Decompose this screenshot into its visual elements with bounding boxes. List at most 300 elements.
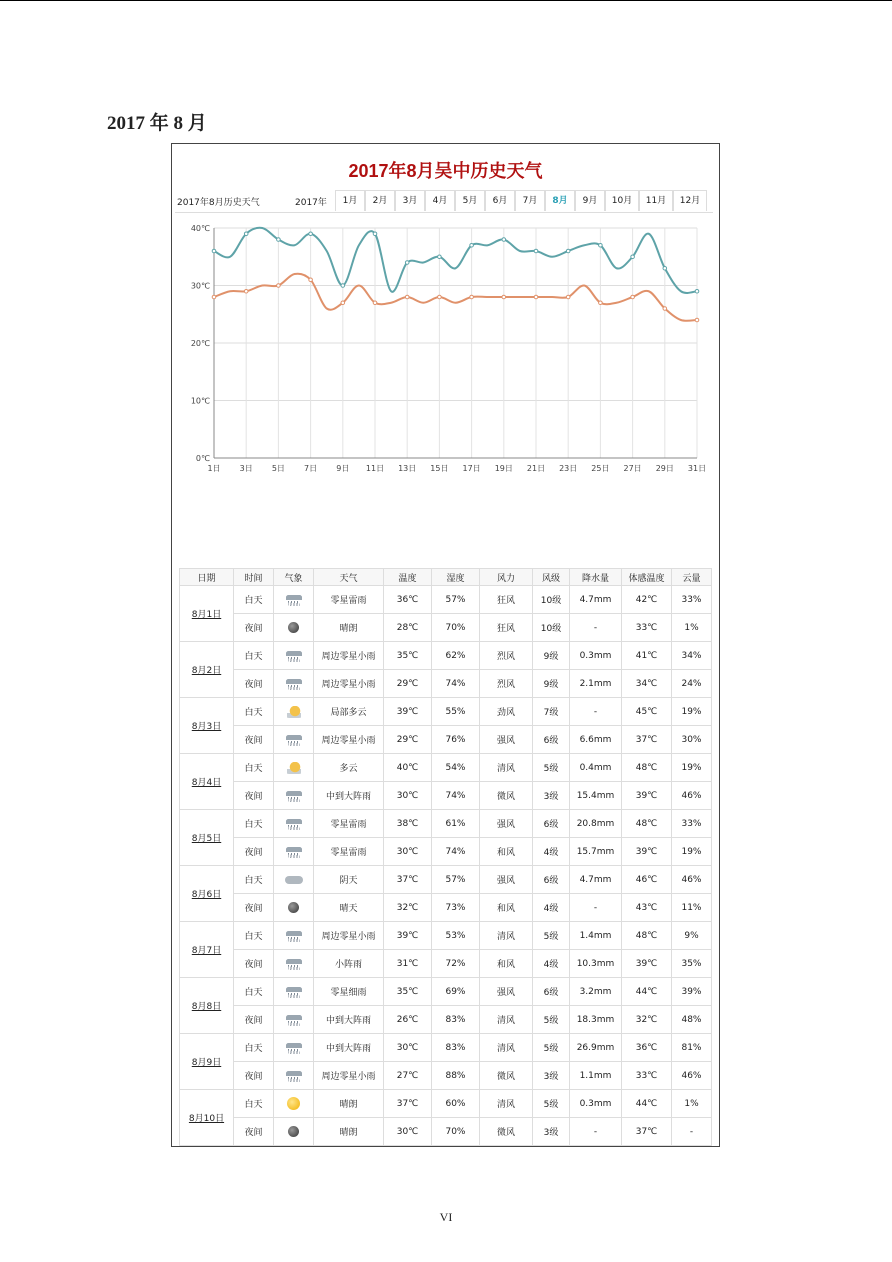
rain-cloud-icon: [285, 930, 303, 942]
humidity-cell: 53%: [432, 922, 480, 950]
y-tick-label: 40℃: [190, 224, 210, 233]
x-tick-label: 9日: [336, 464, 350, 473]
table-row: [180, 698, 712, 726]
table-row: [180, 838, 712, 866]
precip-cell: -: [570, 894, 622, 922]
weather-widget: [171, 143, 720, 1147]
weather-icon-cell: [274, 922, 314, 950]
rain-cloud-icon: [285, 1014, 303, 1026]
month-tab[interactable]: 5月: [455, 190, 485, 211]
level-cell: 5级: [533, 1006, 570, 1034]
wind-cell: 强风: [480, 810, 533, 838]
weather-icon-cell: [274, 614, 314, 642]
level-cell: 5级: [533, 754, 570, 782]
weather-cell: 中到大阵雨: [314, 1006, 384, 1034]
page-number: VI: [439, 1210, 453, 1224]
precip-cell: -: [570, 698, 622, 726]
table-row: [180, 670, 712, 698]
period-cell: 夜间: [234, 950, 274, 978]
x-tick-label: 5日: [271, 464, 285, 473]
humidity-cell: 69%: [432, 978, 480, 1006]
humidity-cell: 62%: [432, 642, 480, 670]
column-header: 温度: [384, 569, 432, 586]
cloud-cell: 48%: [672, 1006, 712, 1034]
level-cell: 3级: [533, 782, 570, 810]
humidity-cell: 74%: [432, 838, 480, 866]
period-cell: 白天: [234, 922, 274, 950]
date-cell: [180, 642, 234, 698]
wind-cell: 强风: [480, 978, 533, 1006]
y-tick-label: 20℃: [190, 339, 210, 348]
level-cell: 5级: [533, 922, 570, 950]
table-row: [180, 726, 712, 754]
precip-cell: 26.9mm: [570, 1034, 622, 1062]
weather-cell: 周边零星小雨: [314, 642, 384, 670]
wind-cell: 和风: [480, 838, 533, 866]
series-line-0: [214, 228, 697, 293]
rain-cloud-icon: [285, 594, 303, 606]
feels-cell: 48℃: [622, 754, 672, 782]
period-cell: 白天: [234, 642, 274, 670]
table-row: [180, 1062, 712, 1090]
weather-cell: 周边零星小雨: [314, 922, 384, 950]
humidity-cell: 76%: [432, 726, 480, 754]
cloud-cell: -: [672, 1118, 712, 1146]
column-header: 降水量: [570, 569, 622, 586]
page-heading: 2017 年 8 月: [107, 113, 207, 134]
date-cell: [180, 586, 234, 642]
level-cell: 9级: [533, 642, 570, 670]
series-point: [212, 295, 216, 299]
feels-cell: 46℃: [622, 866, 672, 894]
temp-cell: 30℃: [384, 1034, 432, 1062]
rain-cloud-icon: [285, 818, 303, 830]
series-point: [470, 243, 474, 247]
date-link[interactable]: 8月5日: [191, 834, 222, 844]
temp-cell: 30℃: [384, 838, 432, 866]
date-link[interactable]: 8月8日: [191, 1002, 222, 1012]
month-tab[interactable]: 12月: [673, 190, 707, 211]
x-tick-label: 21日: [526, 464, 546, 473]
x-tick-label: 7日: [304, 464, 318, 473]
rain-cloud-icon: [285, 1042, 303, 1054]
level-cell: 4级: [533, 950, 570, 978]
column-header: 时间: [234, 569, 274, 586]
wind-cell: 微风: [480, 1062, 533, 1090]
humidity-cell: 54%: [432, 754, 480, 782]
humidity-cell: 55%: [432, 698, 480, 726]
feels-cell: 43℃: [622, 894, 672, 922]
temp-cell: 31℃: [384, 950, 432, 978]
rain-cloud-icon: [285, 986, 303, 998]
y-tick-label: 30℃: [190, 281, 210, 291]
date-link[interactable]: 8月10日: [188, 1114, 225, 1124]
column-header: 日期: [180, 569, 234, 586]
weather-cell: 晴天: [314, 894, 384, 922]
temp-cell: 39℃: [384, 698, 432, 726]
weather-icon-cell: [274, 1006, 314, 1034]
date-cell: [180, 978, 234, 1034]
series-point: [663, 307, 667, 311]
y-tick-label: 0℃: [195, 454, 210, 463]
month-tab[interactable]: 11月: [639, 190, 673, 211]
widget-title: 2017年8月吴中历史天气: [348, 161, 543, 181]
date-cell: [180, 922, 234, 978]
series-point: [470, 295, 474, 299]
level-cell: 10级: [533, 586, 570, 614]
series-point: [277, 284, 281, 288]
weather-icon-cell: [274, 838, 314, 866]
table-row: [180, 866, 712, 894]
date-link[interactable]: 8月4日: [191, 778, 222, 788]
period-cell: 白天: [234, 698, 274, 726]
series-point: [244, 232, 248, 236]
x-tick-label: 31日: [687, 464, 707, 473]
weather-cell: 零星细雨: [314, 978, 384, 1006]
feels-cell: 37℃: [622, 1118, 672, 1146]
date-link[interactable]: 8月7日: [191, 946, 222, 956]
cloud-cell: 11%: [672, 894, 712, 922]
date-cell: [180, 866, 234, 922]
cloud-cell: 19%: [672, 838, 712, 866]
column-header: 云量: [672, 569, 712, 586]
date-cell: [180, 1090, 234, 1146]
wind-cell: 清风: [480, 1006, 533, 1034]
cloud-cell: 46%: [672, 1062, 712, 1090]
wind-cell: 劲风: [480, 698, 533, 726]
humidity-cell: 73%: [432, 894, 480, 922]
x-tick-label: 23日: [559, 464, 578, 473]
weather-icon-cell: [274, 782, 314, 810]
series-point: [212, 249, 216, 253]
feels-cell: 44℃: [622, 1090, 672, 1118]
level-cell: 3级: [533, 1118, 570, 1146]
table-row: [180, 754, 712, 782]
feels-cell: 32℃: [622, 1006, 672, 1034]
period-cell: 夜间: [234, 726, 274, 754]
level-cell: 5级: [533, 1034, 570, 1062]
weather-cell: 多云: [314, 754, 384, 782]
cloud-cell: 19%: [672, 754, 712, 782]
x-tick-label: 25日: [591, 464, 610, 473]
temp-cell: 26℃: [384, 1006, 432, 1034]
wind-cell: 清风: [480, 754, 533, 782]
rain-cloud-icon: [285, 958, 303, 970]
series-point: [502, 295, 506, 299]
weather-cell: 小阵雨: [314, 950, 384, 978]
wind-cell: 微风: [480, 782, 533, 810]
level-cell: 4级: [533, 838, 570, 866]
temp-cell: 35℃: [384, 642, 432, 670]
series-point: [566, 249, 570, 253]
period-cell: 夜间: [234, 670, 274, 698]
series-point: [341, 284, 345, 288]
cloud-cell: 30%: [672, 726, 712, 754]
feels-cell: 44℃: [622, 978, 672, 1006]
sun-icon: [287, 1097, 300, 1110]
year-selector[interactable]: 2017年: [295, 198, 327, 208]
wind-cell: 清风: [480, 1034, 533, 1062]
month-tab[interactable]: 7月: [515, 190, 545, 211]
date-link[interactable]: 8月1日: [191, 610, 222, 620]
month-tab[interactable]: 4月: [425, 190, 455, 211]
cloud-cell: 46%: [672, 866, 712, 894]
month-tab[interactable]: 10月: [605, 190, 639, 211]
wind-cell: 清风: [480, 1090, 533, 1118]
moon-icon: [288, 1126, 299, 1137]
level-cell: 6级: [533, 810, 570, 838]
weather-cell: 中到大阵雨: [314, 1034, 384, 1062]
wind-cell: 强风: [480, 726, 533, 754]
x-tick-label: 3日: [239, 464, 253, 473]
feels-cell: 36℃: [622, 1034, 672, 1062]
humidity-cell: 74%: [432, 670, 480, 698]
wind-cell: 狂风: [480, 614, 533, 642]
precip-cell: 0.4mm: [570, 754, 622, 782]
date-link[interactable]: 8月2日: [191, 666, 222, 676]
partly-cloudy-icon: [285, 706, 303, 718]
precip-cell: 4.7mm: [570, 866, 622, 894]
period-cell: 夜间: [234, 894, 274, 922]
date-cell: [180, 1034, 234, 1090]
month-tab[interactable]: 1月: [335, 190, 365, 211]
table-row: [180, 586, 712, 614]
rain-cloud-icon: [285, 650, 303, 662]
x-tick-label: 29日: [655, 464, 674, 473]
level-cell: 9级: [533, 670, 570, 698]
temp-cell: 37℃: [384, 866, 432, 894]
weather-icon-cell: [274, 670, 314, 698]
weather-icon-cell: [274, 1062, 314, 1090]
x-tick-label: 11日: [365, 464, 385, 473]
series-point: [566, 295, 570, 299]
period-cell: 白天: [234, 810, 274, 838]
month-bar-label: 2017年8月历史天气: [177, 198, 260, 208]
table-row: [180, 922, 712, 950]
rain-cloud-icon: [285, 734, 303, 746]
y-tick-label: 10℃: [190, 396, 210, 406]
period-cell: 白天: [234, 586, 274, 614]
month-tab[interactable]: 9月: [575, 190, 605, 211]
temp-cell: 37℃: [384, 1090, 432, 1118]
table-row: [180, 1090, 712, 1118]
weather-icon-cell: [274, 810, 314, 838]
table-row: [180, 810, 712, 838]
temperature-chart: [172, 216, 719, 556]
level-cell: 3级: [533, 1062, 570, 1090]
month-tab[interactable]: 6月: [485, 190, 515, 211]
period-cell: 夜间: [234, 782, 274, 810]
weather-cell: 零星雷雨: [314, 810, 384, 838]
wind-cell: 清风: [480, 922, 533, 950]
precip-cell: 18.3mm: [570, 1006, 622, 1034]
weather-cell: 零星雷雨: [314, 586, 384, 614]
cloud-cell: 33%: [672, 586, 712, 614]
feels-cell: 39℃: [622, 782, 672, 810]
x-tick-label: 17日: [462, 464, 481, 473]
weather-icon-cell: [274, 698, 314, 726]
rain-cloud-icon: [285, 846, 303, 858]
feels-cell: 34℃: [622, 670, 672, 698]
month-tab[interactable]: 3月: [395, 190, 425, 211]
level-cell: 6级: [533, 978, 570, 1006]
humidity-cell: 74%: [432, 782, 480, 810]
rain-cloud-icon: [285, 678, 303, 690]
precip-cell: 20.8mm: [570, 810, 622, 838]
table-row: [180, 1118, 712, 1146]
partly-cloudy-icon: [285, 762, 303, 774]
weather-cell: 周边零星小雨: [314, 670, 384, 698]
humidity-cell: 57%: [432, 866, 480, 894]
period-cell: 白天: [234, 1090, 274, 1118]
weather-icon-cell: [274, 1090, 314, 1118]
cloud-cell: 19%: [672, 698, 712, 726]
weather-icon-cell: [274, 642, 314, 670]
humidity-cell: 72%: [432, 950, 480, 978]
cloud-cell: 1%: [672, 614, 712, 642]
rain-cloud-icon: [285, 790, 303, 802]
column-header: 湿度: [432, 569, 480, 586]
table-row: [180, 894, 712, 922]
cloud-cell: 35%: [672, 950, 712, 978]
column-header: 风力: [480, 569, 533, 586]
table-row: [180, 950, 712, 978]
series-point: [599, 301, 603, 305]
moon-icon: [288, 902, 299, 913]
table-header-row: [180, 569, 712, 586]
month-tab[interactable]: 8月: [545, 190, 575, 211]
humidity-cell: 70%: [432, 1118, 480, 1146]
weather-icon-cell: [274, 1034, 314, 1062]
month-tab[interactable]: 2月: [365, 190, 395, 211]
feels-cell: 48℃: [622, 810, 672, 838]
date-cell: [180, 754, 234, 810]
weather-cell: 周边零星小雨: [314, 1062, 384, 1090]
weather-table: [179, 568, 712, 1146]
cloud-cell: 39%: [672, 978, 712, 1006]
feels-cell: 37℃: [622, 726, 672, 754]
cloud-cell: 46%: [672, 782, 712, 810]
precip-cell: 10.3mm: [570, 950, 622, 978]
period-cell: 白天: [234, 978, 274, 1006]
feels-cell: 42℃: [622, 586, 672, 614]
humidity-cell: 88%: [432, 1062, 480, 1090]
feels-cell: 33℃: [622, 1062, 672, 1090]
temp-cell: 39℃: [384, 922, 432, 950]
series-point: [438, 255, 442, 259]
weather-cell: 中到大阵雨: [314, 782, 384, 810]
table-row: [180, 642, 712, 670]
weather-cell: 阴天: [314, 866, 384, 894]
cloud-cell: 81%: [672, 1034, 712, 1062]
table-row: [180, 978, 712, 1006]
series-point: [502, 238, 506, 242]
cloud-cell: 1%: [672, 1090, 712, 1118]
series-point: [695, 318, 699, 322]
x-tick-label: 27日: [623, 464, 642, 473]
precip-cell: 4.7mm: [570, 586, 622, 614]
series-point: [534, 249, 538, 253]
series-point: [631, 255, 635, 259]
date-link[interactable]: 8月6日: [191, 890, 222, 900]
table-row: [180, 614, 712, 642]
level-cell: 10级: [533, 614, 570, 642]
weather-icon-cell: [274, 978, 314, 1006]
feels-cell: 48℃: [622, 922, 672, 950]
date-cell: [180, 698, 234, 754]
feels-cell: 39℃: [622, 950, 672, 978]
series-line-1: [214, 274, 697, 321]
humidity-cell: 60%: [432, 1090, 480, 1118]
feels-cell: 33℃: [622, 614, 672, 642]
period-cell: 夜间: [234, 838, 274, 866]
humidity-cell: 61%: [432, 810, 480, 838]
wind-cell: 和风: [480, 894, 533, 922]
series-point: [373, 301, 377, 305]
series-point: [244, 289, 248, 293]
temp-cell: 30℃: [384, 1118, 432, 1146]
table-row: [180, 1006, 712, 1034]
rain-cloud-icon: [285, 1070, 303, 1082]
weather-cell: 周边零星小雨: [314, 726, 384, 754]
column-header: 天气: [314, 569, 384, 586]
precip-cell: 15.7mm: [570, 838, 622, 866]
cloud-cell: 9%: [672, 922, 712, 950]
temp-cell: 28℃: [384, 614, 432, 642]
level-cell: 5级: [533, 1090, 570, 1118]
column-header: 体感温度: [622, 569, 672, 586]
date-cell: [180, 810, 234, 866]
precip-cell: 1.4mm: [570, 922, 622, 950]
temp-cell: 32℃: [384, 894, 432, 922]
date-link[interactable]: 8月9日: [191, 1058, 222, 1068]
wind-cell: 强风: [480, 866, 533, 894]
temp-cell: 27℃: [384, 1062, 432, 1090]
humidity-cell: 83%: [432, 1006, 480, 1034]
period-cell: 白天: [234, 754, 274, 782]
precip-cell: 2.1mm: [570, 670, 622, 698]
weather-icon-cell: [274, 894, 314, 922]
wind-cell: 烈风: [480, 642, 533, 670]
wind-cell: 烈风: [480, 670, 533, 698]
precip-cell: 1.1mm: [570, 1062, 622, 1090]
cloudy-icon: [285, 876, 303, 884]
date-link[interactable]: 8月3日: [191, 722, 222, 732]
series-point: [309, 232, 313, 236]
moon-icon: [288, 622, 299, 633]
cloud-cell: 33%: [672, 810, 712, 838]
top-rule: [0, 0, 892, 1]
cloud-cell: 24%: [672, 670, 712, 698]
column-header: 气象: [274, 569, 314, 586]
weather-icon-cell: [274, 1118, 314, 1146]
feels-cell: 45℃: [622, 698, 672, 726]
weather-cell: 晴朗: [314, 1118, 384, 1146]
precip-cell: 0.3mm: [570, 1090, 622, 1118]
weather-icon-cell: [274, 866, 314, 894]
x-tick-label: 1日: [207, 464, 221, 473]
table-row: [180, 1034, 712, 1062]
humidity-cell: 57%: [432, 586, 480, 614]
series-point: [341, 301, 345, 305]
series-point: [309, 278, 313, 282]
level-cell: 6级: [533, 866, 570, 894]
x-tick-label: 19日: [494, 464, 513, 473]
temp-cell: 40℃: [384, 754, 432, 782]
period-cell: 夜间: [234, 614, 274, 642]
weather-cell: 局部多云: [314, 698, 384, 726]
x-tick-label: 15日: [430, 464, 449, 473]
